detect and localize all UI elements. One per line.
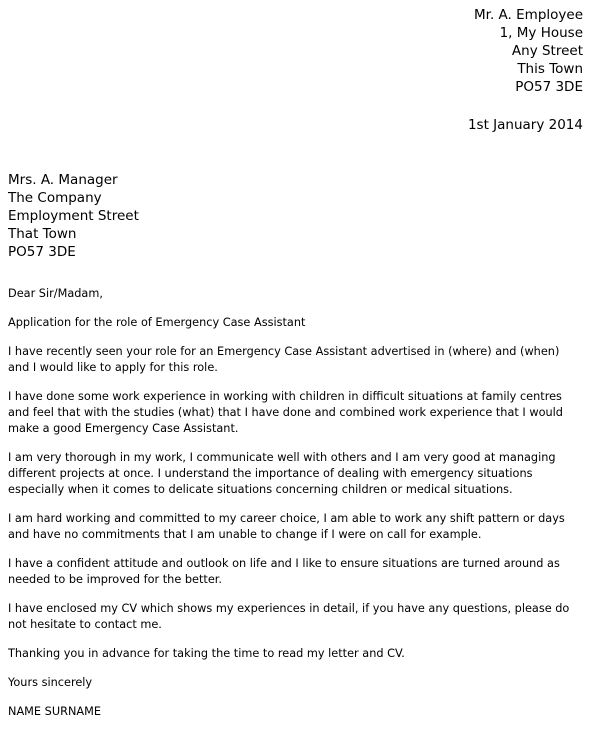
sender-street: Any Street (511, 43, 583, 59)
paragraph: Thanking you in advance for taking the time to read my letter and CV. (8, 647, 405, 660)
paragraph: I am very thorough in my work, I communicate well with others and I am very good at managing different projects at once. I understand the importance of dealing with emergency situations especially when it comes to delicate situations concerning children or medical situations. (8, 451, 556, 496)
signature: NAME SURNAME (8, 705, 102, 718)
sender-postcode: PO57 3DE (515, 79, 583, 95)
subject-line: Application for the role of Emergency Case Assistant (8, 316, 306, 329)
recipient-address (8, 171, 139, 261)
sender-town: This Town (517, 61, 583, 77)
letter-body (8, 286, 576, 733)
recipient-postcode: PO57 3DE (8, 244, 76, 260)
paragraph: I have enclosed my CV which shows my experiences in detail, if you have any questions, please do not hesitate to contact me. (8, 602, 570, 631)
recipient-street: Employment Street (8, 208, 139, 224)
sender-name: Mr. A. Employee (474, 7, 583, 23)
paragraph: I have a confident attitude and outlook on life and I like to ensure situations are turned around as needed to be improved for the better. (8, 557, 560, 586)
sender-address (474, 6, 583, 96)
letter-date: 1st January 2014 (467, 117, 583, 133)
paragraph: I am hard working and committed to my career choice, I am able to work any shift pattern or days and have no commitments that I am unable to change if I were on call for example. (8, 512, 565, 541)
salutation: Dear Sir/Madam, (8, 287, 103, 300)
paragraph: I have recently seen your role for an Emergency Case Assistant advertised in (where) and (when) and I would like to apply for this role. (8, 345, 560, 374)
recipient-town: That Town (8, 226, 77, 242)
closing: Yours sincerely (8, 676, 93, 689)
recipient-name: Mrs. A. Manager (8, 172, 118, 188)
sender-address-line-1: 1, My House (499, 25, 583, 41)
recipient-company: The Company (8, 190, 102, 206)
paragraph: I have done some work experience in working with children in difficult situations at family centres and feel that with the studies (what) that I have done and combined work experience that I would make a good Emergency Case Assistant. (8, 390, 563, 435)
